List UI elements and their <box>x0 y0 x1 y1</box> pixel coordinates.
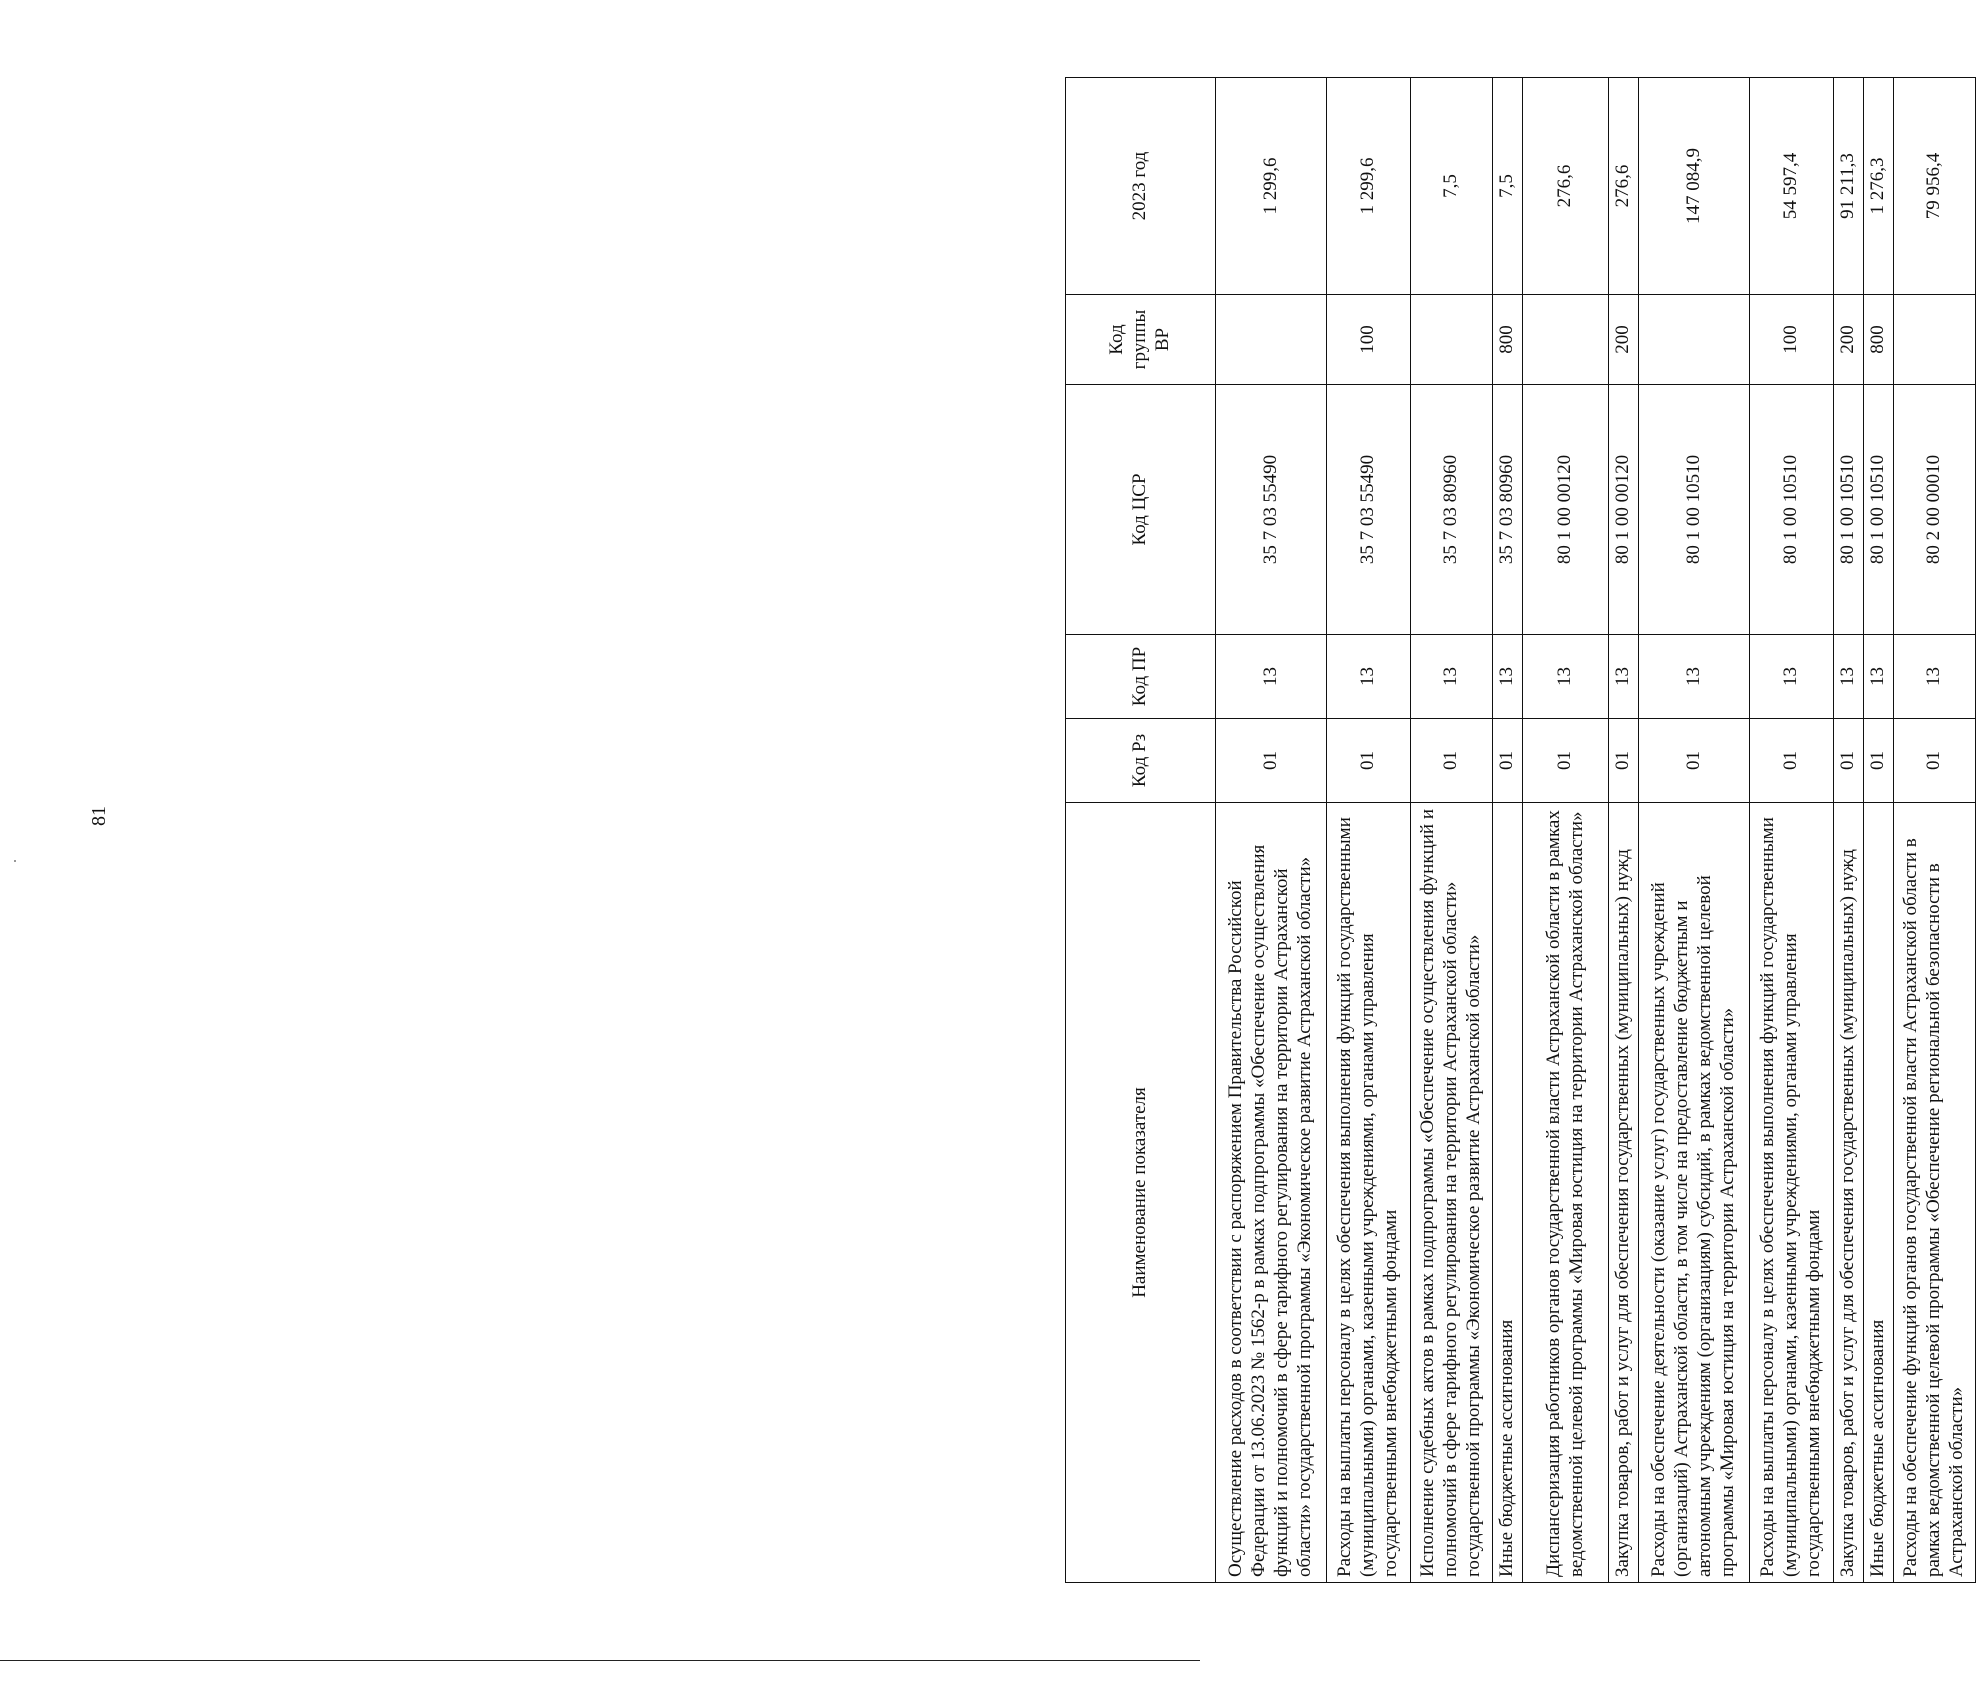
row-name: Закупка товаров, работ и услуг для обеспечения государственных (муниципальных) нужд <box>1834 803 1864 1583</box>
row-rz: 01 <box>1750 719 1834 803</box>
row-vr: 100 <box>1750 295 1834 385</box>
table-row <box>1894 78 1976 1583</box>
row-name: Расходы на выплаты персоналу в целях обеспечения выполнения функций государственными (муниципальными) органами, казенными учреждениями, органами управления государственными внебюджетными фондами <box>1750 803 1834 1583</box>
row-csr: 80 1 00 00120 <box>1523 385 1609 635</box>
row-name: Иные бюджетные ассигнования <box>1864 803 1894 1583</box>
header-csr: Код ЦСР <box>1066 385 1216 635</box>
row-sum: 79 956,4 <box>1894 78 1976 295</box>
row-pr: 13 <box>1894 635 1976 719</box>
row-sum: 7,5 <box>1493 78 1523 295</box>
bottom-rule-line <box>0 1660 1200 1661</box>
row-csr: 80 1 00 10510 <box>1639 385 1750 635</box>
row-rz: 01 <box>1493 719 1523 803</box>
row-rz: 01 <box>1216 719 1327 803</box>
table-row <box>1411 78 1493 1583</box>
row-name: Иные бюджетные ассигнования <box>1493 803 1523 1583</box>
table-row <box>1523 78 1609 1583</box>
row-vr: 800 <box>1864 295 1894 385</box>
row-sum: 7,5 <box>1411 78 1493 295</box>
row-rz: 01 <box>1639 719 1750 803</box>
row-sum: 147 084,9 <box>1639 78 1750 295</box>
row-vr: 800 <box>1493 295 1523 385</box>
row-csr: 35 7 03 55490 <box>1327 385 1411 635</box>
budget-table <box>1065 77 1976 1583</box>
table-row <box>1609 78 1639 1583</box>
row-vr: 100 <box>1327 295 1411 385</box>
row-vr <box>1523 295 1609 385</box>
row-name: Исполнение судебных актов в рамках подпрограммы «Обеспечение осуществления функций и полномочий в сфере тарифного регулирования на территории Астраханской области» государственной программы «Экономическое развитие Астраханской области» <box>1411 803 1493 1583</box>
header-pr: Код ПР <box>1066 635 1216 719</box>
table-row <box>1834 78 1864 1583</box>
row-pr: 13 <box>1864 635 1894 719</box>
header-vr: Код группы ВР <box>1066 295 1216 385</box>
row-pr: 13 <box>1216 635 1327 719</box>
row-name: Диспансеризация работников органов государственной власти Астраханской области в рамках ведомственной целевой программы «Мировая юстиция на территории Астраханской области» <box>1523 803 1609 1583</box>
row-csr: 80 2 00 00010 <box>1894 385 1976 635</box>
row-name: Расходы на обеспечение функций органов государственной власти Астраханской области в рамках ведомственной целевой программы «Обеспечение региональной безопасности в Астраханской области» <box>1894 803 1976 1583</box>
row-pr: 13 <box>1493 635 1523 719</box>
row-vr <box>1411 295 1493 385</box>
row-csr: 80 1 00 10510 <box>1864 385 1894 635</box>
row-rz: 01 <box>1411 719 1493 803</box>
row-sum: 91 211,3 <box>1834 78 1864 295</box>
row-name: Расходы на обеспечение деятельности (оказание услуг) государственных учреждений (организаций) Астраханской области, в том числе на предоставление бюджетным и автономным учреждениям (организациям) субсидий, в рамках ведомственной целевой программы «Мировая юстиция на территории Астраханской области» <box>1639 803 1750 1583</box>
row-pr: 13 <box>1639 635 1750 719</box>
row-rz: 01 <box>1609 719 1639 803</box>
budget-table-rotated <box>1065 78 1967 1583</box>
row-rz: 01 <box>1327 719 1411 803</box>
row-csr: 35 7 03 55490 <box>1216 385 1327 635</box>
row-csr: 80 1 00 00120 <box>1609 385 1639 635</box>
row-pr: 13 <box>1834 635 1864 719</box>
row-vr <box>1894 295 1976 385</box>
row-vr: 200 <box>1609 295 1639 385</box>
row-sum: 1 276,3 <box>1864 78 1894 295</box>
row-pr: 13 <box>1327 635 1411 719</box>
row-sum: 54 597,4 <box>1750 78 1834 295</box>
row-pr: 13 <box>1523 635 1609 719</box>
row-pr: 13 <box>1750 635 1834 719</box>
row-name: Расходы на выплаты персоналу в целях обеспечения выполнения функций государственными (муниципальными) органами, казенными учреждениями, органами управления государственными внебюджетными фондами <box>1327 803 1411 1583</box>
row-sum: 276,6 <box>1609 78 1639 295</box>
row-rz: 01 <box>1894 719 1976 803</box>
row-sum: 1 299,6 <box>1216 78 1327 295</box>
row-pr: 13 <box>1411 635 1493 719</box>
scan-speck <box>14 860 16 862</box>
table-header-row <box>1066 78 1216 1583</box>
row-sum: 1 299,6 <box>1327 78 1411 295</box>
page-number: 81 <box>88 806 110 826</box>
row-vr <box>1216 295 1327 385</box>
header-sum: 2023 год <box>1066 78 1216 295</box>
row-name: Осуществление расходов в соответствии с распоряжением Правительства Российской Федерации от 13.06.2023 № 1562-р в рамках подпрограммы «Обеспечение осуществления функций и полномочий в сфере тарифного регулирования на территории Астраханской области» государственной программы «Экономическое развитие Астраханской области» <box>1216 803 1327 1583</box>
row-rz: 01 <box>1834 719 1864 803</box>
table-row <box>1864 78 1894 1583</box>
table-row <box>1639 78 1750 1583</box>
row-name: Закупка товаров, работ и услуг для обеспечения государственных (муниципальных) нужд <box>1609 803 1639 1583</box>
row-pr: 13 <box>1609 635 1639 719</box>
table-row <box>1493 78 1523 1583</box>
row-csr: 80 1 00 10510 <box>1750 385 1834 635</box>
row-csr: 35 7 03 80960 <box>1411 385 1493 635</box>
table-row <box>1216 78 1327 1583</box>
table-row <box>1750 78 1834 1583</box>
header-rz: Код Рз <box>1066 719 1216 803</box>
row-rz: 01 <box>1864 719 1894 803</box>
row-csr: 80 1 00 10510 <box>1834 385 1864 635</box>
header-name: Наименование показателя <box>1066 803 1216 1583</box>
row-vr <box>1639 295 1750 385</box>
row-sum: 276,6 <box>1523 78 1609 295</box>
row-vr: 200 <box>1834 295 1864 385</box>
table-row <box>1327 78 1411 1583</box>
row-rz: 01 <box>1523 719 1609 803</box>
row-csr: 35 7 03 80960 <box>1493 385 1523 635</box>
